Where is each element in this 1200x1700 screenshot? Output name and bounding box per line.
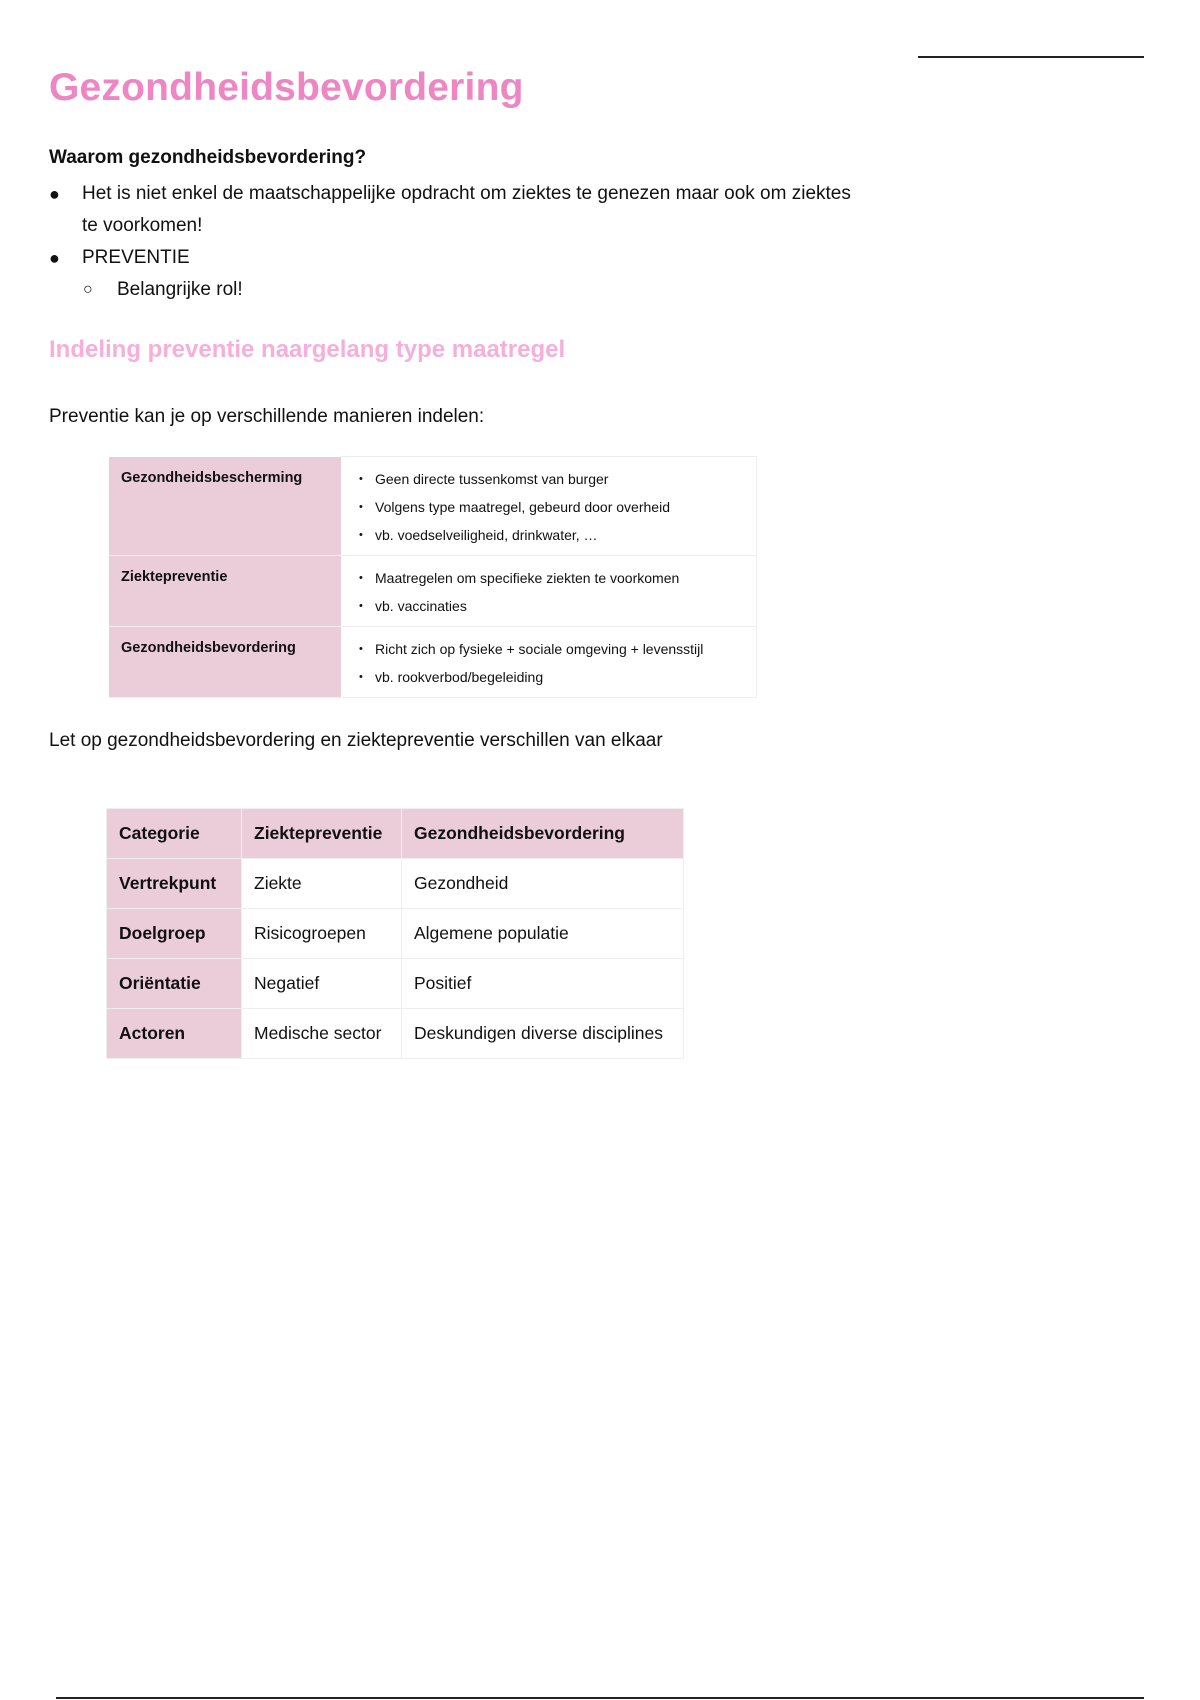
row-header: Vertrekpunt bbox=[107, 859, 242, 909]
item-text: vb. voedselveiligheid, drinkwater, … bbox=[375, 527, 598, 543]
row-items bbox=[341, 556, 757, 627]
column-header: Ziektepreventie bbox=[242, 809, 402, 859]
table-row bbox=[107, 909, 684, 959]
table-cell: Deskundigen diverse disciplines bbox=[402, 1009, 684, 1059]
list-item-text: PREVENTIE bbox=[82, 247, 190, 268]
table-cell: Positief bbox=[402, 959, 684, 1009]
note-text: Let op gezondheidsbevordering en ziektepreventie verschillen van elkaar bbox=[49, 730, 663, 751]
page-title: Gezondheidsbevordering bbox=[49, 66, 524, 109]
list-item bbox=[357, 635, 746, 663]
bullet-icon: • bbox=[359, 529, 363, 541]
row-label: Ziektepreventie bbox=[109, 556, 341, 627]
intro-text: Preventie kan je op verschillende manieren indelen: bbox=[49, 406, 485, 427]
row-label: Gezondheidsbescherming bbox=[109, 457, 341, 556]
list-item bbox=[357, 564, 746, 592]
comparison-table bbox=[106, 808, 684, 1059]
table-cell: Negatief bbox=[242, 959, 402, 1009]
table-row bbox=[107, 959, 684, 1009]
item-text: vb. vaccinaties bbox=[375, 598, 467, 614]
bullet-icon: • bbox=[359, 473, 363, 485]
column-header: Categorie bbox=[107, 809, 242, 859]
prevention-types-table bbox=[109, 456, 757, 698]
row-items bbox=[341, 457, 757, 556]
sub-list bbox=[82, 274, 869, 306]
table-header-row bbox=[107, 809, 684, 859]
list-item bbox=[357, 592, 746, 620]
row-header: Actoren bbox=[107, 1009, 242, 1059]
item-text: Geen directe tussenkomst van burger bbox=[375, 471, 609, 487]
list-item bbox=[357, 663, 746, 691]
list-item bbox=[357, 521, 746, 549]
row-label: Gezondheidsbevordering bbox=[109, 627, 341, 698]
item-text: vb. rookverbod/begeleiding bbox=[375, 669, 544, 685]
question-heading: Waarom gezondheidsbevordering? bbox=[49, 147, 367, 168]
list-item-text: Het is niet enkel de maatschappelijke opdracht om ziektes te genezen maar ook om ziektes te voorkomen! bbox=[82, 183, 851, 236]
bullet-icon: ● bbox=[49, 184, 60, 204]
footer-rule bbox=[56, 1697, 1144, 1699]
item-text: Richt zich op fysieke + sociale omgeving + levensstijl bbox=[375, 641, 704, 657]
item-text: Maatregelen om specifieke ziekten te voorkomen bbox=[375, 570, 680, 586]
sub-list-item bbox=[82, 274, 869, 306]
list-item bbox=[49, 178, 869, 242]
section-title: Indeling preventie naargelang type maatregel bbox=[49, 336, 566, 363]
bullet-icon: • bbox=[359, 671, 363, 683]
bullet-icon: ● bbox=[49, 248, 60, 268]
table-row bbox=[109, 457, 757, 556]
table-cell: Ziekte bbox=[242, 859, 402, 909]
item-text: Volgens type maatregel, gebeurd door overheid bbox=[375, 499, 670, 515]
bullet-list bbox=[49, 178, 869, 306]
table-cell: Gezondheid bbox=[402, 859, 684, 909]
list-item bbox=[49, 242, 869, 306]
table-cell: Risicogroepen bbox=[242, 909, 402, 959]
bullet-icon: • bbox=[359, 572, 363, 584]
bullet-icon: • bbox=[359, 600, 363, 612]
table-cell: Algemene populatie bbox=[402, 909, 684, 959]
row-header: Doelgroep bbox=[107, 909, 242, 959]
sub-list-item-text: Belangrijke rol! bbox=[117, 279, 243, 300]
table-row bbox=[109, 627, 757, 698]
header-rule bbox=[918, 56, 1144, 58]
table-row bbox=[107, 859, 684, 909]
bullet-icon: • bbox=[359, 643, 363, 655]
column-header: Gezondheidsbevordering bbox=[402, 809, 684, 859]
list-item bbox=[357, 465, 746, 493]
table-row bbox=[109, 556, 757, 627]
circle-bullet-icon: ○ bbox=[83, 281, 93, 298]
row-header: Oriëntatie bbox=[107, 959, 242, 1009]
row-items bbox=[341, 627, 757, 698]
bullet-icon: • bbox=[359, 501, 363, 513]
list-item bbox=[357, 493, 746, 521]
table-cell: Medische sector bbox=[242, 1009, 402, 1059]
table-row bbox=[107, 1009, 684, 1059]
